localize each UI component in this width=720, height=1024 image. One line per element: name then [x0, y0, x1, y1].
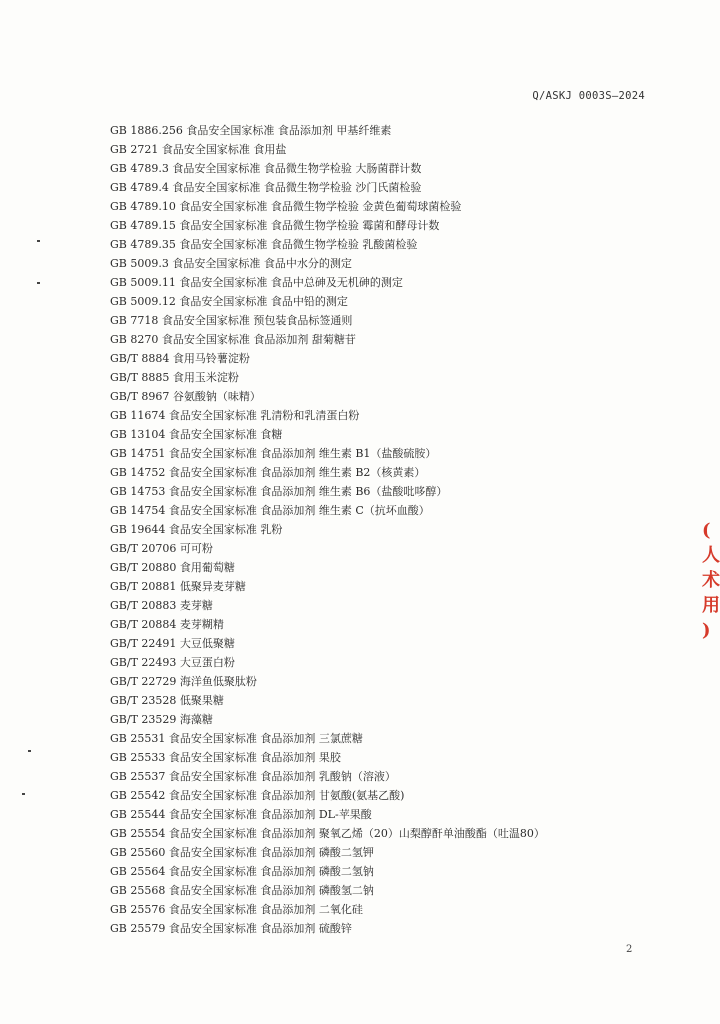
reference-item: GB 13104 食品安全国家标准 食糖	[110, 428, 283, 441]
reference-item: GB/T 8885 食用玉米淀粉	[110, 371, 239, 384]
red-seal-stamp-edge: ( 人 术 用 )	[702, 520, 720, 641]
reference-item: GB/T 23529 海藻糖	[110, 713, 213, 726]
reference-item: GB/T 23528 低聚果糖	[110, 694, 224, 707]
scan-speck	[37, 282, 40, 284]
reference-item: GB/T 8884 食用马铃薯淀粉	[110, 352, 250, 365]
normative-references-list	[110, 121, 545, 938]
reference-item: GB/T 20883 麦芽糖	[110, 599, 213, 612]
reference-item: GB 25531 食品安全国家标准 食品添加剂 三氯蔗糖	[110, 732, 363, 745]
document-code: Q/ASKJ 0003S—2024	[532, 90, 645, 102]
reference-item: GB 14754 食品安全国家标准 食品添加剂 维生素 C（抗坏血酸）	[110, 504, 430, 517]
reference-item: GB/T 22493 大豆蛋白粉	[110, 656, 235, 669]
reference-item: GB/T 20880 食用葡萄糖	[110, 561, 235, 574]
scan-speck	[37, 240, 40, 242]
reference-item: GB/T 22729 海洋鱼低聚肽粉	[110, 675, 257, 688]
reference-item: GB 7718 食品安全国家标准 预包装食品标签通则	[110, 314, 353, 327]
reference-item: GB/T 20706 可可粉	[110, 542, 213, 555]
reference-item: GB 25579 食品安全国家标准 食品添加剂 硫酸锌	[110, 922, 352, 935]
reference-item: GB 14751 食品安全国家标准 食品添加剂 维生素 B1（盐酸硫胺）	[110, 447, 437, 460]
reference-item: GB/T 22491 大豆低聚糖	[110, 637, 235, 650]
reference-item: GB 25533 食品安全国家标准 食品添加剂 果胶	[110, 751, 341, 764]
reference-item: GB 11674 食品安全国家标准 乳清粉和乳清蛋白粉	[110, 409, 360, 422]
reference-item: GB/T 20884 麦芽糊精	[110, 618, 224, 631]
reference-item: GB 25576 食品安全国家标准 食品添加剂 二氧化硅	[110, 903, 363, 916]
reference-item: GB 5009.11 食品安全国家标准 食品中总砷及无机砷的测定	[110, 276, 403, 289]
reference-item: GB 2721 食品安全国家标准 食用盐	[110, 143, 287, 156]
reference-item: GB 14752 食品安全国家标准 食品添加剂 维生素 B2（核黄素）	[110, 466, 426, 479]
reference-item: GB 25560 食品安全国家标准 食品添加剂 磷酸二氢钾	[110, 846, 374, 859]
reference-item: GB 25544 食品安全国家标准 食品添加剂 DL-苹果酸	[110, 808, 372, 821]
reference-item: GB 5009.3 食品安全国家标准 食品中水分的测定	[110, 257, 352, 270]
reference-item: GB 1886.256 食品安全国家标准 食品添加剂 甲基纤维素	[110, 124, 392, 137]
reference-item: GB 19644 食品安全国家标准 乳粉	[110, 523, 283, 536]
reference-item: GB 25537 食品安全国家标准 食品添加剂 乳酸钠（溶液）	[110, 770, 396, 783]
reference-item: GB 4789.3 食品安全国家标准 食品微生物学检验 大肠菌群计数	[110, 162, 422, 175]
scan-speck	[22, 793, 25, 795]
reference-item: GB/T 8967 谷氨酸钠（味精）	[110, 390, 261, 403]
reference-item: GB 25542 食品安全国家标准 食品添加剂 甘氨酸(氨基乙酸)	[110, 789, 405, 802]
reference-item: GB/T 20881 低聚异麦芽糖	[110, 580, 246, 593]
reference-item: GB 4789.10 食品安全国家标准 食品微生物学检验 金黄色葡萄球菌检验	[110, 200, 462, 213]
reference-item: GB 5009.12 食品安全国家标准 食品中铅的测定	[110, 295, 348, 308]
reference-item: GB 25554 食品安全国家标准 食品添加剂 聚氧乙烯（20）山梨醇酐单油酸酯（吐温80）	[110, 827, 545, 840]
reference-item: GB 4789.4 食品安全国家标准 食品微生物学检验 沙门氏菌检验	[110, 181, 422, 194]
reference-item: GB 25568 食品安全国家标准 食品添加剂 磷酸氢二钠	[110, 884, 374, 897]
reference-item: GB 25564 食品安全国家标准 食品添加剂 磷酸二氢钠	[110, 865, 374, 878]
reference-item: GB 4789.15 食品安全国家标准 食品微生物学检验 霉菌和酵母计数	[110, 219, 440, 232]
reference-item: GB 8270 食品安全国家标准 食品添加剂 甜菊糖苷	[110, 333, 356, 346]
reference-item: GB 4789.35 食品安全国家标准 食品微生物学检验 乳酸菌检验	[110, 238, 418, 251]
page-number: 2	[626, 944, 633, 955]
reference-item: GB 14753 食品安全国家标准 食品添加剂 维生素 B6（盐酸吡哆醇）	[110, 485, 448, 498]
scan-speck	[28, 750, 31, 752]
